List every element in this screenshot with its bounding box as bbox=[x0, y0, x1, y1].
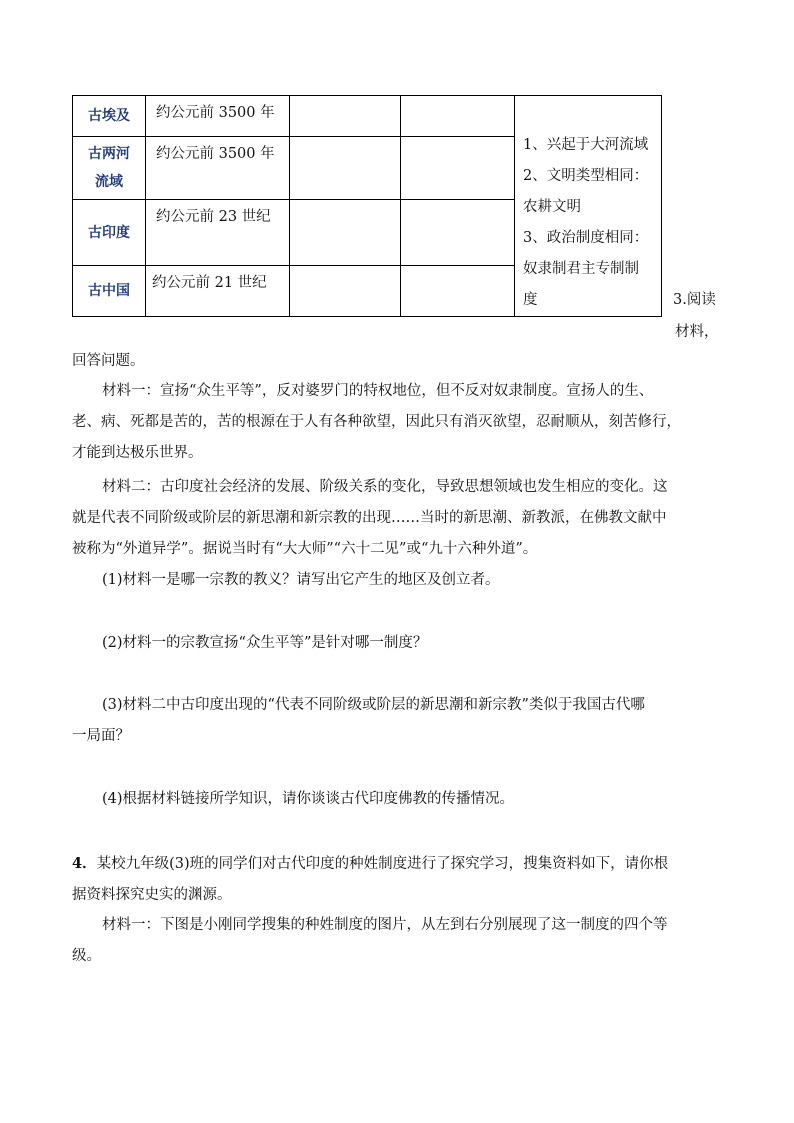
civ-date-cell: 约公元前 3500 年 bbox=[146, 136, 290, 200]
question-3-number: 3.阅读 bbox=[673, 292, 716, 308]
text-line: 级。 bbox=[72, 948, 101, 964]
blank-cell bbox=[290, 266, 401, 317]
civ-name-cell: 古中国 bbox=[73, 266, 146, 317]
text-line: 据资料探究史实的渊源。 bbox=[72, 887, 232, 903]
blank-cell bbox=[401, 266, 515, 317]
feature-line: 奴隶制君主专制制 bbox=[523, 261, 639, 277]
text-span: 某校九年级(3)班的同学们对古代印度的种姓制度进行了探究学习，搜集资料如下，请你根 bbox=[96, 856, 669, 872]
text-line: 就是代表不同阶级或阶层的新思潮和新宗教的出现……当时的新思潮、新教派，在佛教文献中 bbox=[72, 510, 667, 526]
blank-cell bbox=[290, 136, 401, 200]
blank-cell bbox=[290, 96, 401, 137]
material-1 bbox=[72, 376, 681, 469]
text-line: 才能到达极乐世界。 bbox=[72, 445, 203, 461]
question-4 bbox=[72, 848, 668, 911]
text-line: 一局面？ bbox=[72, 728, 130, 744]
civ-date-cell: 约公元前 3500 年 bbox=[146, 96, 290, 137]
civ-name-cell: 古印度 bbox=[73, 200, 146, 266]
text-line: 材料一：下图是小刚同学搜集的种姓制度的图片，从左到右分别展现了这一制度的四个等 bbox=[102, 917, 668, 933]
text-line: 被称为“外道异学”。据说当时有“大大师”“六十二见”或“九十六种外道”。 bbox=[72, 541, 538, 557]
civilization-table bbox=[72, 95, 662, 317]
blank-cell bbox=[290, 200, 401, 266]
sub-question-4: (4)根据材料链接所学知识，请你谈谈古代印度佛教的传播情况。 bbox=[102, 791, 515, 807]
text-line: 老、病、死都是苦的，苦的根源在于人有各种欲望，因此只有消灭欲望，忍耐顺从，刻苦修行， bbox=[72, 414, 681, 430]
text-line: 材料一：宣扬“众生平等”，反对婆罗门的特权地位，但不反对奴隶制度。宣扬人的生、 bbox=[102, 383, 654, 399]
feature-line: 3、政治制度相同： bbox=[523, 230, 649, 246]
question-4-material-1 bbox=[72, 910, 668, 972]
sub-question-3 bbox=[72, 690, 645, 752]
text-line: (3)材料二中古印度出现的“代表不同阶级或阶层的新思潮和新宗教”类似于我国古代哪 bbox=[102, 697, 645, 713]
feature-line: 2、文明类型相同： bbox=[523, 168, 649, 184]
question-3-number-cont: 材料， bbox=[675, 324, 719, 340]
sub-question-2: (2)材料一的宗教宣扬“众生平等”是针对哪一制度？ bbox=[102, 635, 428, 651]
feature-line: 1、兴起于大河流域 bbox=[523, 137, 649, 153]
civ-name-cell: 古埃及 bbox=[73, 96, 146, 137]
blank-cell bbox=[401, 96, 515, 137]
question-4-number: 4． bbox=[72, 855, 97, 872]
civ-name-cell: 古两河流域 bbox=[73, 136, 146, 200]
material-2 bbox=[72, 472, 668, 565]
text-line: 材料二：古印度社会经济的发展、阶级关系的变化，导致思想领域也发生相应的变化。这 bbox=[102, 479, 668, 495]
common-features-cell bbox=[515, 96, 662, 317]
text-line bbox=[72, 848, 668, 880]
feature-line: 农耕文明 bbox=[523, 199, 581, 215]
blank-cell bbox=[401, 200, 515, 266]
civ-date-cell: 约公元前 21 世纪 bbox=[146, 266, 290, 317]
question-3-intro: 回答问题。 bbox=[72, 353, 145, 369]
civ-date-cell: 约公元前 23 世纪 bbox=[146, 200, 290, 266]
sub-question-1: (1)材料一是哪一宗教的教义？请写出它产生的地区及创立者。 bbox=[102, 572, 500, 588]
feature-line: 度 bbox=[523, 292, 538, 308]
blank-cell bbox=[401, 136, 515, 200]
